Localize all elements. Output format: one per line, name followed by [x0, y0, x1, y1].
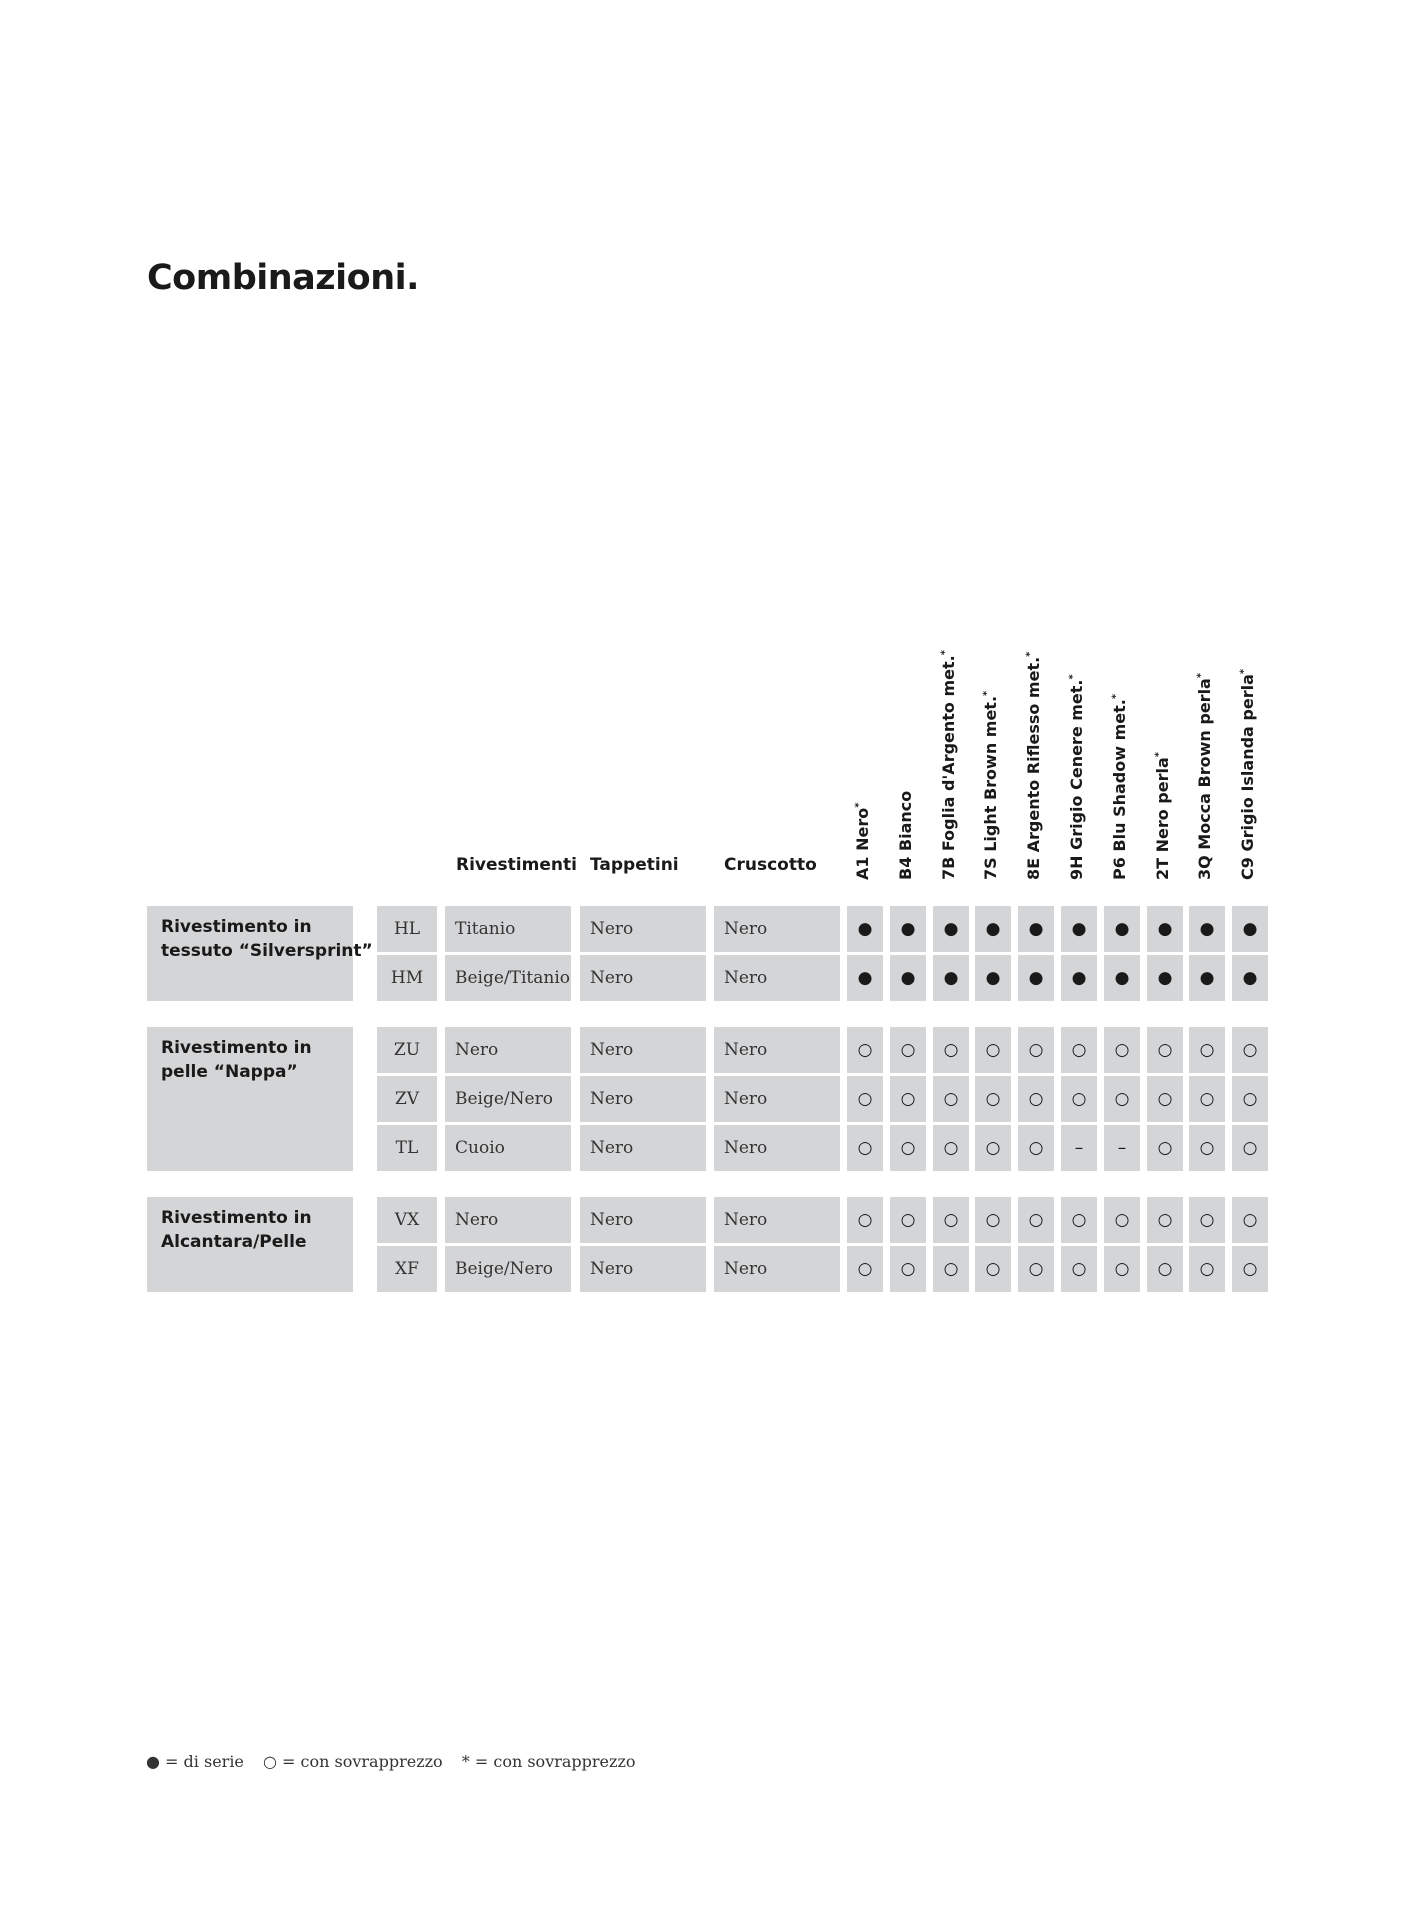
header-tappetini: Tappetini	[590, 855, 679, 875]
header-rivestimenti: Rivestimenti	[456, 855, 577, 875]
group-label-line: Rivestimento in	[161, 1038, 312, 1058]
availability-mark: ●	[847, 955, 883, 1001]
availability-mark: ○	[890, 1076, 926, 1122]
availability-mark: ○	[1018, 1125, 1054, 1171]
availability-mark: ○	[890, 1246, 926, 1292]
rivestimenti-cell: Cuoio	[445, 1125, 571, 1171]
cruscotto-cell: Nero	[714, 1246, 840, 1292]
availability-mark: ●	[847, 906, 883, 952]
cruscotto-cell: Nero	[714, 906, 840, 952]
rivestimenti-cell: Beige/Nero	[445, 1246, 571, 1292]
availability-mark: ○	[847, 1027, 883, 1073]
star-marker: *	[1196, 672, 1208, 679]
code-cell: VX	[377, 1197, 437, 1243]
availability-mark: ○	[1061, 1076, 1097, 1122]
availability-mark: ○	[1104, 1246, 1140, 1292]
color-header-label: 8E Argento Riflesso met.*	[1024, 651, 1044, 880]
availability-mark: ○	[1232, 1197, 1268, 1243]
availability-mark: ○	[1189, 1125, 1225, 1171]
tappetini-cell: Nero	[580, 1246, 706, 1292]
color-header-label: A1 Nero*	[853, 802, 872, 880]
availability-mark: ○	[847, 1076, 883, 1122]
availability-mark: ●	[1147, 906, 1183, 952]
availability-mark: ●	[1189, 906, 1225, 952]
availability-mark: ●	[975, 955, 1011, 1001]
availability-mark: ●	[933, 955, 969, 1001]
code-cell: XF	[377, 1246, 437, 1292]
header-cruscotto: Cruscotto	[724, 855, 817, 875]
color-header-label: 3Q Mocca Brown perla*	[1195, 672, 1215, 880]
cruscotto-cell: Nero	[714, 1027, 840, 1073]
availability-mark: ○	[1147, 1027, 1183, 1073]
availability-mark: ●	[1018, 906, 1054, 952]
rivestimenti-cell: Beige/Nero	[445, 1076, 571, 1122]
availability-mark: ●	[1104, 955, 1140, 1001]
availability-mark: ○	[890, 1125, 926, 1171]
color-header-label: P6 Blu Shadow met.*	[1109, 693, 1129, 880]
code-cell: HL	[377, 906, 437, 952]
code-cell: ZV	[377, 1076, 437, 1122]
availability-mark: ○	[1147, 1076, 1183, 1122]
availability-mark: ○	[890, 1197, 926, 1243]
availability-mark: ○	[1147, 1197, 1183, 1243]
tappetini-cell: Nero	[580, 1076, 706, 1122]
availability-mark: ●	[975, 906, 1011, 952]
color-header-label: B4 Bianco	[895, 790, 915, 880]
legend-star: * = con sovrapprezzo	[461, 1752, 636, 1771]
star-marker: *	[982, 690, 994, 696]
group-label	[147, 1197, 353, 1292]
availability-mark: ●	[1061, 906, 1097, 952]
availability-mark: ●	[890, 906, 926, 952]
availability-mark: ○	[1018, 1197, 1054, 1243]
availability-mark: ○	[1061, 1246, 1097, 1292]
rivestimenti-cell: Beige/Titanio	[445, 955, 571, 1001]
availability-mark: ●	[1061, 955, 1097, 1001]
color-header-label: C9 Grigio Islanda perla*	[1238, 668, 1258, 880]
availability-mark: ○	[933, 1197, 969, 1243]
rivestimenti-cell: Titanio	[445, 906, 571, 952]
legend-standard: ● = di serie	[146, 1752, 244, 1771]
cruscotto-cell: Nero	[714, 955, 840, 1001]
availability-mark: ○	[847, 1197, 883, 1243]
availability-mark: ○	[975, 1076, 1011, 1122]
availability-mark: ○	[890, 1027, 926, 1073]
tappetini-cell: Nero	[580, 955, 706, 1001]
cruscotto-cell: Nero	[714, 1076, 840, 1122]
color-header-label: 7B Foglia d'Argento met.*	[938, 650, 958, 880]
code-cell: ZU	[377, 1027, 437, 1073]
availability-mark: ○	[1018, 1076, 1054, 1122]
availability-mark: ○	[975, 1197, 1011, 1243]
availability-mark: ○	[1104, 1197, 1140, 1243]
availability-mark: ○	[1189, 1027, 1225, 1073]
availability-mark: ○	[1104, 1027, 1140, 1073]
availability-mark: ●	[933, 906, 969, 952]
availability-mark: ○	[1018, 1246, 1054, 1292]
group-label-line: pelle “Nappa”	[161, 1062, 298, 1082]
availability-mark: ○	[933, 1125, 969, 1171]
star-marker: *	[853, 802, 865, 808]
availability-mark: ●	[1189, 955, 1225, 1001]
group-label	[147, 1027, 353, 1171]
availability-mark: ○	[1189, 1076, 1225, 1122]
cruscotto-cell: Nero	[714, 1125, 840, 1171]
availability-mark: ○	[1189, 1197, 1225, 1243]
group-label-line: Alcantara/Pelle	[161, 1232, 307, 1252]
color-header-label: 7S Light Brown met.*	[981, 690, 1001, 880]
star-marker: *	[1153, 751, 1165, 758]
availability-mark: ○	[1232, 1076, 1268, 1122]
rivestimenti-cell: Nero	[445, 1027, 571, 1073]
availability-mark: –	[1104, 1125, 1140, 1171]
availability-mark: ●	[890, 955, 926, 1001]
availability-mark: –	[1061, 1125, 1097, 1171]
availability-mark: ○	[933, 1076, 969, 1122]
legend-extra: ○ = con sovrapprezzo	[263, 1752, 443, 1771]
availability-mark: ○	[1232, 1246, 1268, 1292]
availability-mark: ●	[1232, 955, 1268, 1001]
availability-mark: ○	[975, 1246, 1011, 1292]
availability-mark: ●	[1232, 906, 1268, 952]
color-header-label: 9H Grigio Cenere met.*	[1067, 674, 1086, 880]
group-label-line: Rivestimento in	[161, 1208, 312, 1228]
availability-mark: ○	[1061, 1027, 1097, 1073]
availability-mark: ○	[1018, 1027, 1054, 1073]
availability-mark: ●	[1018, 955, 1054, 1001]
availability-mark: ○	[975, 1125, 1011, 1171]
group-label	[147, 906, 373, 1001]
availability-mark: ○	[1061, 1197, 1097, 1243]
tappetini-cell: Nero	[580, 1027, 706, 1073]
availability-mark: ○	[1232, 1125, 1268, 1171]
availability-mark: ○	[1232, 1027, 1268, 1073]
star-marker: *	[1110, 693, 1122, 700]
group-label-line: Rivestimento in	[161, 917, 312, 937]
code-cell: TL	[377, 1125, 437, 1171]
star-marker: *	[1067, 674, 1079, 680]
group-label-line: tessuto “Silversprint”	[161, 941, 373, 961]
availability-mark: ●	[1104, 906, 1140, 952]
availability-mark: ○	[933, 1246, 969, 1292]
availability-mark: ○	[847, 1125, 883, 1171]
tappetini-cell: Nero	[580, 906, 706, 952]
availability-mark: ○	[1189, 1246, 1225, 1292]
availability-mark: ○	[933, 1027, 969, 1073]
availability-mark: ○	[1104, 1076, 1140, 1122]
cruscotto-cell: Nero	[714, 1197, 840, 1243]
availability-mark: ○	[1147, 1125, 1183, 1171]
rivestimenti-cell: Nero	[445, 1197, 571, 1243]
star-marker: *	[1238, 668, 1250, 675]
tappetini-cell: Nero	[580, 1125, 706, 1171]
star-marker: *	[939, 650, 951, 656]
availability-mark: ○	[975, 1027, 1011, 1073]
page-title: Combinazioni.	[147, 258, 419, 298]
availability-mark: ○	[847, 1246, 883, 1292]
tappetini-cell: Nero	[580, 1197, 706, 1243]
color-header-label: 2T Nero perla*	[1152, 751, 1172, 880]
star-marker: *	[1024, 651, 1036, 657]
legend	[146, 1752, 650, 1771]
code-cell: HM	[377, 955, 437, 1001]
availability-mark: ●	[1147, 955, 1183, 1001]
availability-mark: ○	[1147, 1246, 1183, 1292]
